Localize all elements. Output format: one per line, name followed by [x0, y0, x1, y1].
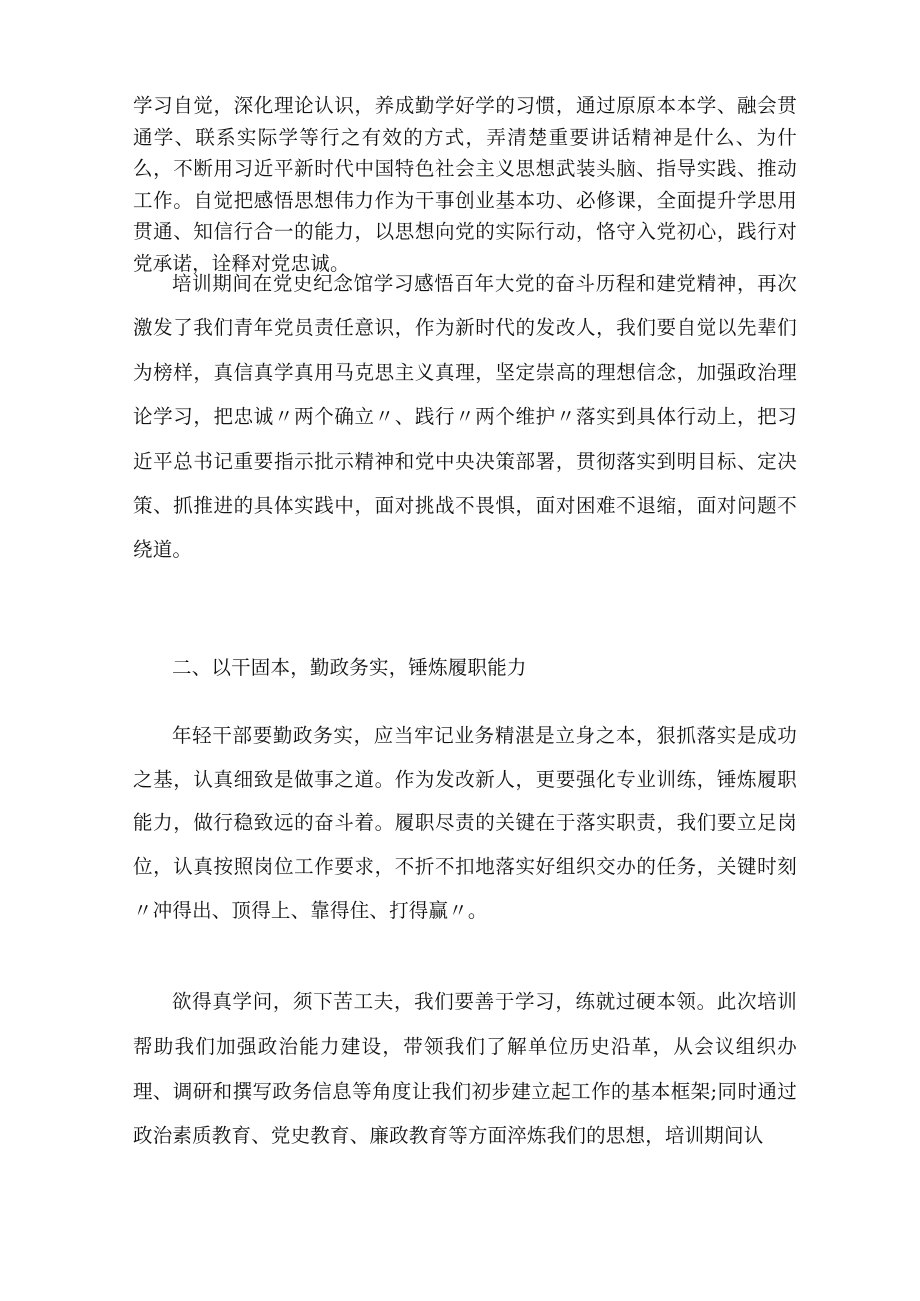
section-heading: 二、以干固本，勤政务实，锤炼履职能力 — [172, 656, 527, 679]
paragraph-party-history-training: 培训期间在党史纪念馆学习感悟百年大党的奋斗历程和建党精神，再次激发了我们青年党员责任意识，作为新时代的发改人，我们要自觉以先辈们为榜样，真信真学真用马克思主义真理，坚定崇高的理想信念，加强政治理论学习，把忠诚〃两个确立〃、践行〃两个维护〃落实到具体行动上，把习近平总书记重要指示批示精神和党中央决策部署，贯彻落实到明目标、定决策、抓推进的具体实践中，面对挑战不畏惧，面对困难不退缩，面对问题不绕道。 — [133, 272, 797, 562]
paragraph-theory-study: 学习自觉，深化理论认识，养成勤学好学的习惯，通过原原本本学、融会贯通学、联系实际学等行之有效的方式，弄清楚重要讲话精神是什么、为什么，不断用习近平新时代中国特色社会主义思想武装头脑、指导实践、推动工作。自觉把感悟思想伟力作为干事创业基本功、必修课，全面提升学思用贯通、知信行合一的能力，以思想向党的实际行动，恪守入党初心，践行对党承诺，诠释对党忠诚。 — [133, 94, 797, 275]
paragraph-learning-skills: 欲得真学问，须下苦工夫，我们要善于学习，练就过硬本领。此次培训帮助我们加强政治能力建设，带领我们了解单位历史沿革，从会议组织办理、调研和撰写政务信息等角度让我们初步建立起工作的基本框架;同时通过政治素质教育、党史教育、廉政教育等方面淬炼我们的思想，培训期间认 — [133, 990, 797, 1148]
paragraph-diligent-work: 年轻干部要勤政务实，应当牢记业务精湛是立身之本，狠抓落实是成功之基，认真细致是做事之道。作为发改新人，更要强化专业训练，锤炼履职能力，做行稳致远的奋斗着。履职尽责的关键在于落实职责，我们要立足岗位，认真按照岗位工作要求，不折不扣地落实好组织交办的任务，关键时刻〃冲得出、顶得上、靠得住、打得赢〃。 — [133, 724, 797, 922]
